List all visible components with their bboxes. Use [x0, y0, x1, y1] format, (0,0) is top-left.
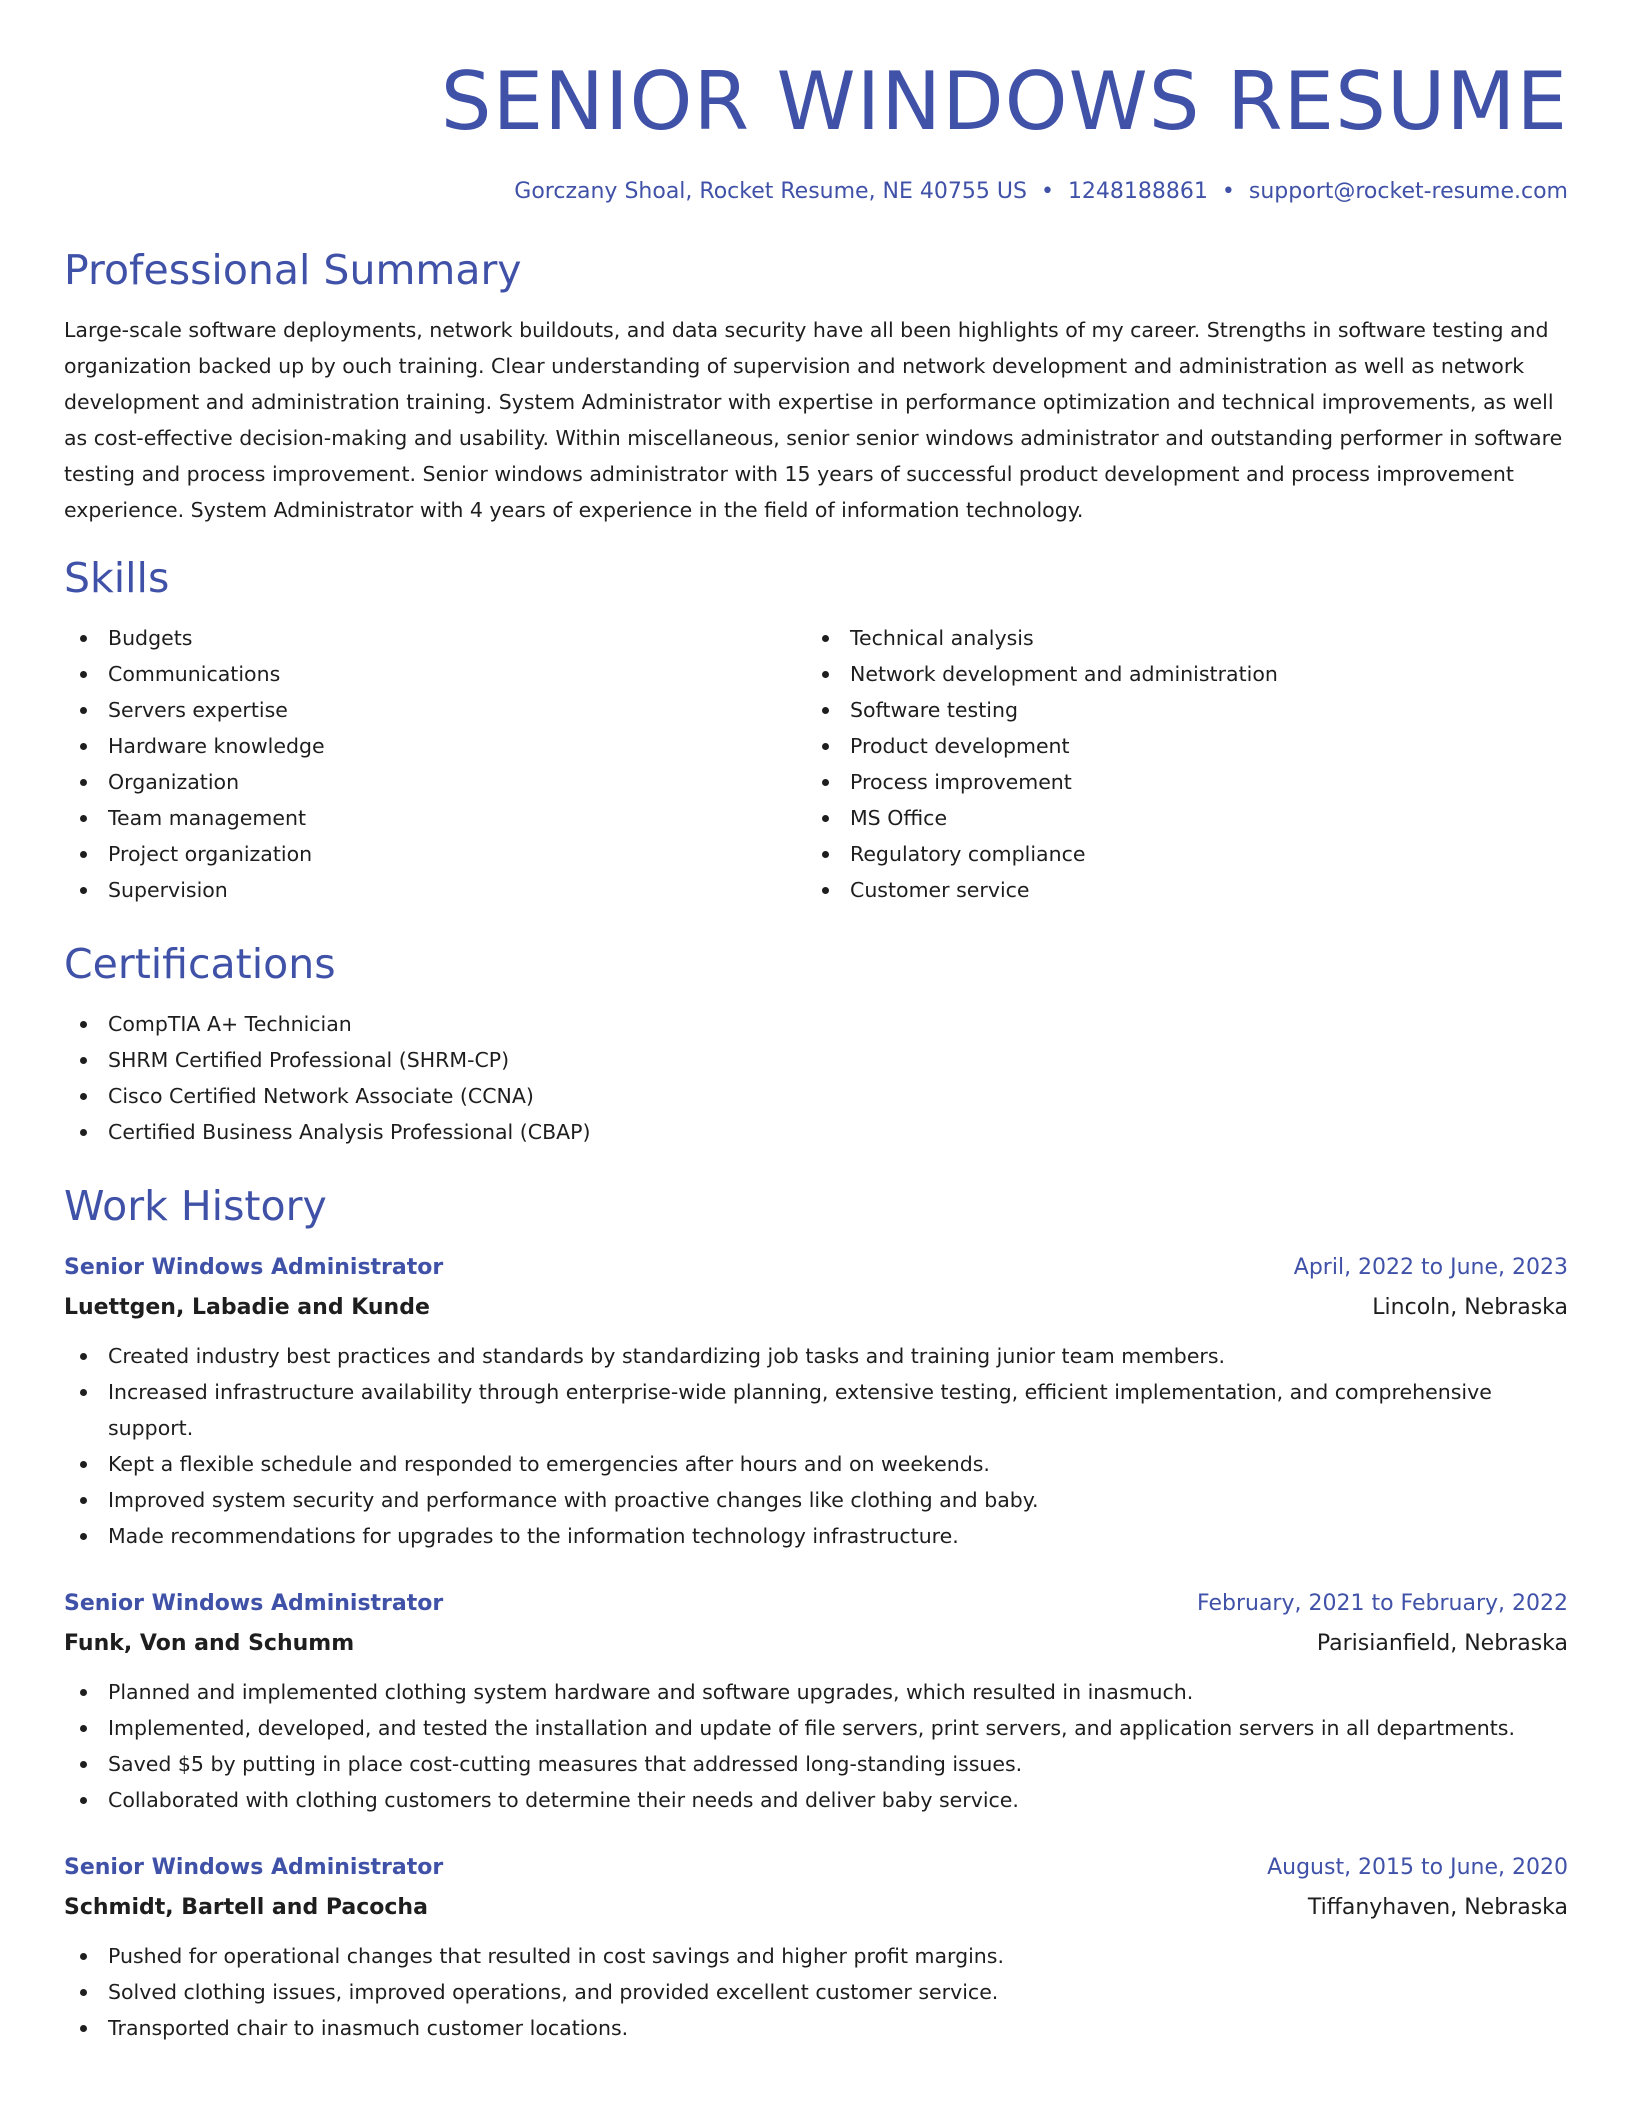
skill-item: Team management — [64, 800, 806, 836]
resume-title: SENIOR WINDOWS RESUME — [440, 55, 1568, 148]
skills-grid — [64, 620, 1568, 908]
job-bullet: Planned and implemented clothing system hardware and software upgrades, which resulted in inasmuch. — [64, 1674, 1568, 1710]
job-bullet: Improved system security and performance with proactive changes like clothing and baby. — [64, 1482, 1568, 1518]
job-company: Luettgen, Labadie and Kunde — [64, 1295, 430, 1320]
skill-item: Budgets — [64, 620, 806, 656]
skills-right-list — [806, 620, 1548, 908]
job-location: Tiffanyhaven, Nebraska — [1307, 1895, 1568, 1920]
job-bullet: Saved $5 by putting in place cost-cutting measures that addressed long-standing issues. — [64, 1746, 1568, 1782]
job-entry — [64, 1848, 1568, 2046]
job-bullet: Solved clothing issues, improved operations, and provided excellent customer service. — [64, 1974, 1568, 2010]
job-header-row — [64, 1848, 1568, 1888]
job-bullet: Created industry best practices and standards by standardizing job tasks and training junior team members. — [64, 1338, 1568, 1374]
summary-text: Large-scale software deployments, network buildouts, and data security have all been highlights of my career. Strengths in software testing and organization backed up by ouch training. Clear understanding of supervision and network development and administration as well as network development and administration training. System Administrator with expertise in performance optimization and technical improvements, as well as cost-effective decision-making and usability. Within miscellaneous, senior senior windows administrator and outstanding performer in software testing and process improvement. Senior windows administrator with 15 years of successful product development and process improvement experience. System Administrator with 4 years of experience in the field of information technology. — [64, 318, 1563, 522]
contact-separator: • — [1040, 179, 1054, 204]
job-company: Schmidt, Bartell and Pacocha — [64, 1895, 428, 1920]
job-bullets — [64, 1674, 1568, 1818]
job-bullets — [64, 1938, 1568, 2046]
contact-email: support@rocket-resume.com — [1248, 179, 1568, 204]
job-bullet: Transported chair to inasmuch customer locations. — [64, 2010, 1568, 2046]
skill-item: Regulatory compliance — [806, 836, 1548, 872]
job-title: Senior Windows Administrator — [64, 1855, 444, 1880]
skill-item: Organization — [64, 764, 806, 800]
skill-item: Software testing — [806, 692, 1548, 728]
skill-item: Hardware knowledge — [64, 728, 806, 764]
job-bullet: Kept a flexible schedule and responded to emergencies after hours and on weekends. — [64, 1446, 1568, 1482]
job-bullet: Made recommendations for upgrades to the information technology infrastructure. — [64, 1518, 1568, 1554]
job-company-row — [64, 1624, 1568, 1664]
job-header-row — [64, 1584, 1568, 1624]
contact-line — [64, 176, 1568, 208]
job-dates: August, 2015 to June, 2020 — [1267, 1855, 1568, 1880]
skill-item: Network development and administration — [806, 656, 1548, 692]
job-title: Senior Windows Administrator — [64, 1255, 444, 1280]
job-bullet: Pushed for operational changes that resulted in cost savings and higher profit margins. — [64, 1938, 1568, 1974]
certification-item: Certified Business Analysis Professional (CBAP) — [64, 1114, 1568, 1150]
skill-item: Supervision — [64, 872, 806, 908]
job-bullet: Collaborated with clothing customers to determine their needs and deliver baby service. — [64, 1782, 1568, 1818]
contact-phone: 1248188861 — [1067, 179, 1208, 204]
skill-item: Servers expertise — [64, 692, 806, 728]
skill-item: Process improvement — [806, 764, 1548, 800]
job-title: Senior Windows Administrator — [64, 1591, 444, 1616]
job-dates: April, 2022 to June, 2023 — [1293, 1255, 1568, 1280]
contact-separator: • — [1221, 179, 1235, 204]
job-company-row — [64, 1288, 1568, 1328]
job-bullets — [64, 1338, 1568, 1554]
skill-item: Product development — [806, 728, 1548, 764]
skill-item: MS Office — [806, 800, 1548, 836]
job-company-row — [64, 1888, 1568, 1928]
certifications-heading: Certifications — [64, 940, 336, 988]
certifications-list — [64, 1006, 1568, 1150]
certification-item: CompTIA A+ Technician — [64, 1006, 1568, 1042]
resume-page — [64, 0, 1568, 2046]
job-location: Parisianfield, Nebraska — [1316, 1631, 1568, 1656]
job-dates: February, 2021 to February, 2022 — [1197, 1591, 1568, 1616]
contact-address: Gorczany Shoal, Rocket Resume, NE 40755 US — [514, 179, 1027, 204]
job-company: Funk, Von and Schumm — [64, 1631, 355, 1656]
certification-item: Cisco Certified Network Associate (CCNA) — [64, 1078, 1568, 1114]
job-location: Lincoln, Nebraska — [1372, 1295, 1568, 1320]
skill-item: Customer service — [806, 872, 1548, 908]
summary-heading: Professional Summary — [64, 246, 522, 294]
skills-left-list — [64, 620, 806, 908]
certification-item: SHRM Certified Professional (SHRM-CP) — [64, 1042, 1568, 1078]
job-entry — [64, 1248, 1568, 1554]
job-bullet: Implemented, developed, and tested the installation and update of file servers, print servers, and application servers in all departments. — [64, 1710, 1568, 1746]
skills-heading: Skills — [64, 554, 170, 602]
work-history-heading: Work History — [64, 1182, 327, 1230]
job-bullet: Increased infrastructure availability through enterprise-wide planning, extensive testing, efficient implementation, and comprehensive support. — [64, 1374, 1568, 1446]
skill-item: Technical analysis — [806, 620, 1548, 656]
skill-item: Communications — [64, 656, 806, 692]
job-entry — [64, 1584, 1568, 1818]
skill-item: Project organization — [64, 836, 806, 872]
job-header-row — [64, 1248, 1568, 1288]
